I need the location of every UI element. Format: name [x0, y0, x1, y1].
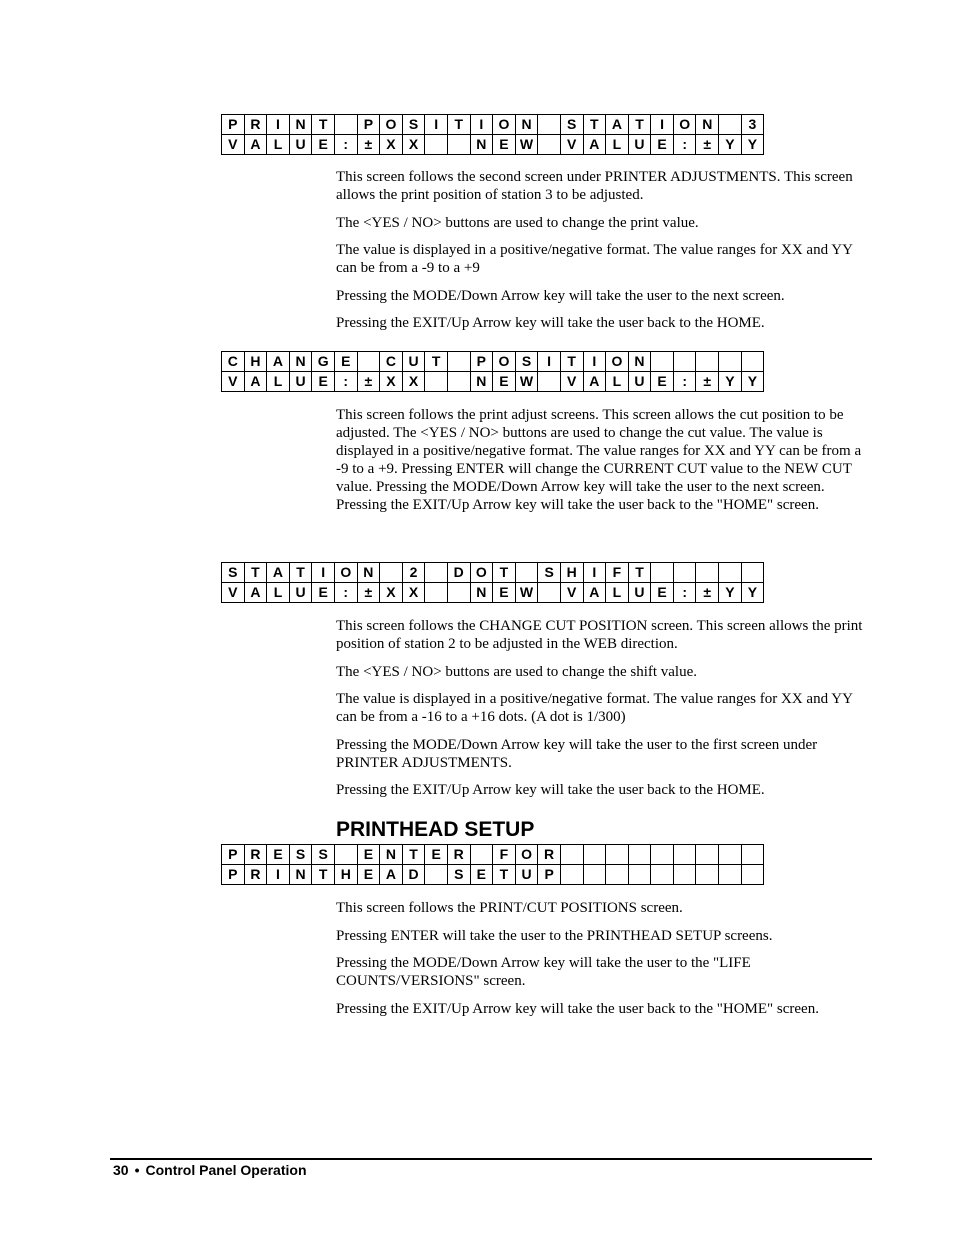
lcd-cell	[425, 583, 448, 603]
lcd-cell: R	[244, 115, 267, 135]
description-print-position	[336, 168, 870, 342]
lcd-cell: E	[470, 865, 493, 885]
lcd-cell: I	[583, 352, 606, 372]
lcd-cell: A	[583, 135, 606, 155]
lcd-cell	[447, 135, 470, 155]
lcd-cell: N	[380, 845, 403, 865]
lcd-cell	[334, 845, 357, 865]
lcd-cell: T	[628, 115, 651, 135]
lcd-cell	[673, 563, 696, 583]
lcd-cell	[470, 845, 493, 865]
lcd-row-1	[222, 115, 764, 135]
lcd-cell: V	[222, 583, 245, 603]
lcd-cell	[538, 115, 561, 135]
lcd-cell: L	[606, 135, 629, 155]
lcd-cell: H	[244, 352, 267, 372]
lcd-cell	[696, 845, 719, 865]
paragraph: The <YES / NO> buttons are used to change the shift value.	[336, 663, 698, 680]
lcd-cell: A	[244, 583, 267, 603]
lcd-cell: P	[222, 845, 245, 865]
lcd-cell: T	[493, 865, 516, 885]
lcd-cell: ±	[696, 135, 719, 155]
page-number: 30	[113, 1162, 129, 1178]
lcd-cell	[447, 372, 470, 392]
page-footer	[113, 1162, 307, 1178]
lcd-cell: R	[447, 845, 470, 865]
lcd-cell: A	[267, 352, 290, 372]
lcd-cell: T	[493, 563, 516, 583]
lcd-cell	[538, 135, 561, 155]
lcd-cell	[651, 865, 674, 885]
lcd-cell	[606, 845, 629, 865]
lcd-cell	[741, 845, 764, 865]
lcd-cell: N	[470, 372, 493, 392]
lcd-cell	[606, 865, 629, 885]
lcd-cell: T	[244, 563, 267, 583]
lcd-cell: X	[380, 583, 403, 603]
lcd-cell	[696, 865, 719, 885]
footer-separator: •	[134, 1162, 140, 1178]
lcd-cell: S	[447, 865, 470, 885]
lcd-cell: O	[673, 115, 696, 135]
lcd-cell	[425, 135, 448, 155]
lcd-cell: U	[628, 583, 651, 603]
paragraph: Pressing the EXIT/Up Arrow key will take the user back to the HOME.	[336, 782, 765, 798]
lcd-cell: O	[606, 352, 629, 372]
lcd-cell: :	[673, 135, 696, 155]
lcd-cell: N	[515, 115, 538, 135]
lcd-cell: O	[515, 845, 538, 865]
lcd-cell: U	[628, 135, 651, 155]
lcd-cell	[741, 352, 764, 372]
lcd-cell: N	[470, 583, 493, 603]
description-printhead-setup	[336, 899, 870, 1027]
lcd-cell: I	[538, 352, 561, 372]
lcd-cell	[538, 372, 561, 392]
lcd-cell: S	[222, 563, 245, 583]
lcd-cell: E	[357, 845, 380, 865]
lcd-cell: V	[222, 135, 245, 155]
lcd-cell	[719, 845, 742, 865]
lcd-cell	[357, 352, 380, 372]
paragraph: Pressing the EXIT/Up Arrow key will take the user back to the "HOME" screen.	[336, 1000, 819, 1017]
lcd-cell: T	[560, 352, 583, 372]
lcd-cell: X	[402, 583, 425, 603]
lcd-cell	[651, 845, 674, 865]
paragraph: The value is displayed in a positive/negative format. The value ranges for XX and YY can be from a -9 to a +9	[336, 242, 853, 276]
lcd-cell: Y	[719, 135, 742, 155]
lcd-cell	[719, 865, 742, 885]
description-station-2-dot-shift	[336, 617, 870, 809]
lcd-cell: ±	[357, 583, 380, 603]
lcd-cell: A	[380, 865, 403, 885]
lcd-row-2	[222, 865, 764, 885]
lcd-cell: V	[560, 372, 583, 392]
lcd-cell: :	[673, 372, 696, 392]
lcd-cell: O	[493, 115, 516, 135]
lcd-cell: T	[425, 352, 448, 372]
lcd-cell	[651, 352, 674, 372]
lcd-cell	[628, 865, 651, 885]
lcd-cell	[447, 352, 470, 372]
lcd-cell: :	[334, 135, 357, 155]
lcd-cell: ±	[357, 372, 380, 392]
lcd-cell: N	[696, 115, 719, 135]
lcd-cell	[447, 583, 470, 603]
lcd-cell: P	[357, 115, 380, 135]
lcd-cell: U	[289, 135, 312, 155]
lcd-cell: ±	[357, 135, 380, 155]
lcd-cell: N	[289, 115, 312, 135]
paragraph: The value is displayed in a positive/negative format. The value ranges for XX and YY can be from a -16 to a +16 dots. (A dot is 1/300)	[336, 691, 853, 725]
lcd-cell: E	[425, 845, 448, 865]
section-heading-printhead-setup: PRINTHEAD SETUP	[336, 818, 535, 841]
lcd-cell: V	[560, 135, 583, 155]
lcd-cell	[425, 563, 448, 583]
lcd-cell: T	[289, 563, 312, 583]
lcd-cell: S	[289, 845, 312, 865]
paragraph: Pressing the MODE/Down Arrow key will take the user to the "LIFE COUNTS/VERSIONS" screen.	[336, 955, 751, 989]
lcd-cell: W	[515, 583, 538, 603]
lcd-display-press-enter	[221, 844, 764, 885]
lcd-row-1	[222, 352, 764, 372]
lcd-cell: E	[334, 352, 357, 372]
lcd-cell: T	[312, 115, 335, 135]
lcd-row-1	[222, 845, 764, 865]
lcd-cell: Y	[741, 135, 764, 155]
lcd-cell: I	[312, 563, 335, 583]
paragraph: This screen follows the print adjust screens. This screen allows the cut position to be adjusted. The <YES / NO> buttons are used to change the cut value. The value is displayed in a positive/negative format. The value ranges for XX and YY can be from a -9 to a +9. Pressing ENTER will change the CURRENT CUT value to the NEW CUT value. Pressing the MODE/Down Arrow key will take the user to the next screen. Pressing the EXIT/Up Arrow key will take the user back to the "HOME" screen.	[336, 407, 862, 513]
lcd-cell: R	[538, 845, 561, 865]
lcd-cell: S	[538, 563, 561, 583]
lcd-display-change-cut-position	[221, 351, 764, 392]
lcd-cell: U	[515, 865, 538, 885]
paragraph: Pressing the MODE/Down Arrow key will take the user to the first screen under PRINTER ADJUSTMENTS.	[336, 736, 818, 771]
lcd-cell: E	[493, 372, 516, 392]
lcd-cell	[628, 845, 651, 865]
lcd-cell: V	[560, 583, 583, 603]
lcd-cell: U	[289, 583, 312, 603]
lcd-cell: F	[493, 845, 516, 865]
lcd-cell: X	[402, 135, 425, 155]
lcd-cell: U	[289, 372, 312, 392]
lcd-cell: T	[312, 865, 335, 885]
lcd-cell: E	[651, 583, 674, 603]
lcd-cell	[380, 563, 403, 583]
lcd-cell: T	[402, 845, 425, 865]
paragraph: This screen follows the PRINT/CUT POSITIONS screen.	[336, 900, 683, 916]
lcd-cell	[425, 372, 448, 392]
lcd-cell: 3	[741, 115, 764, 135]
lcd-cell: G	[312, 352, 335, 372]
lcd-cell: L	[606, 583, 629, 603]
lcd-cell: C	[380, 352, 403, 372]
lcd-cell: E	[357, 865, 380, 885]
lcd-cell: O	[334, 563, 357, 583]
lcd-cell: :	[334, 372, 357, 392]
lcd-cell: E	[651, 372, 674, 392]
lcd-cell: N	[289, 352, 312, 372]
lcd-cell	[673, 845, 696, 865]
lcd-cell: L	[267, 583, 290, 603]
lcd-cell: A	[267, 563, 290, 583]
description-change-cut-position	[336, 406, 870, 524]
lcd-cell	[425, 865, 448, 885]
lcd-cell: E	[267, 845, 290, 865]
lcd-cell	[719, 563, 742, 583]
lcd-cell: N	[628, 352, 651, 372]
lcd-cell	[515, 563, 538, 583]
lcd-cell: X	[402, 372, 425, 392]
lcd-cell: A	[583, 372, 606, 392]
paragraph: Pressing the EXIT/Up Arrow key will take the user back to the HOME.	[336, 315, 765, 331]
lcd-cell	[719, 352, 742, 372]
lcd-cell	[741, 865, 764, 885]
lcd-display-station-2-dot-shift	[221, 562, 764, 603]
lcd-row-2	[222, 372, 764, 392]
lcd-cell: S	[560, 115, 583, 135]
lcd-cell: D	[447, 563, 470, 583]
lcd-cell	[673, 865, 696, 885]
lcd-cell: E	[312, 135, 335, 155]
lcd-cell: T	[447, 115, 470, 135]
lcd-cell	[741, 563, 764, 583]
lcd-cell: A	[606, 115, 629, 135]
lcd-cell: P	[222, 865, 245, 885]
lcd-cell: A	[583, 583, 606, 603]
lcd-cell: C	[222, 352, 245, 372]
lcd-cell	[560, 865, 583, 885]
lcd-cell: T	[583, 115, 606, 135]
lcd-cell: E	[312, 372, 335, 392]
paragraph: Pressing the MODE/Down Arrow key will take the user to the next screen.	[336, 287, 785, 304]
lcd-cell: S	[312, 845, 335, 865]
lcd-cell: R	[244, 845, 267, 865]
lcd-row-2	[222, 583, 764, 603]
lcd-cell: E	[493, 583, 516, 603]
lcd-cell: O	[470, 563, 493, 583]
lcd-cell: P	[470, 352, 493, 372]
footer-rule	[110, 1158, 872, 1160]
lcd-cell: X	[380, 135, 403, 155]
lcd-cell: N	[289, 865, 312, 885]
lcd-cell: I	[425, 115, 448, 135]
lcd-cell: I	[267, 865, 290, 885]
lcd-cell	[719, 115, 742, 135]
lcd-cell: R	[244, 865, 267, 885]
lcd-cell: U	[402, 352, 425, 372]
lcd-cell: W	[515, 372, 538, 392]
lcd-cell: :	[673, 583, 696, 603]
lcd-cell: I	[651, 115, 674, 135]
lcd-cell: N	[470, 135, 493, 155]
lcd-cell: L	[267, 372, 290, 392]
lcd-cell: S	[402, 115, 425, 135]
lcd-cell: ±	[696, 583, 719, 603]
lcd-cell: I	[583, 563, 606, 583]
paragraph: This screen follows the second screen under PRINTER ADJUSTMENTS. This screen allows the print position of station 3 to be adjusted.	[336, 169, 853, 203]
lcd-cell: I	[470, 115, 493, 135]
lcd-cell: A	[244, 135, 267, 155]
lcd-cell: T	[628, 563, 651, 583]
lcd-display-print-position	[221, 114, 764, 155]
lcd-cell: V	[222, 372, 245, 392]
lcd-cell: D	[402, 865, 425, 885]
lcd-cell: O	[380, 115, 403, 135]
lcd-cell: N	[357, 563, 380, 583]
lcd-cell	[651, 563, 674, 583]
lcd-cell: E	[493, 135, 516, 155]
lcd-cell: F	[606, 563, 629, 583]
lcd-cell	[583, 865, 606, 885]
lcd-cell: E	[312, 583, 335, 603]
paragraph: The <YES / NO> buttons are used to change the print value.	[336, 214, 699, 231]
lcd-cell: O	[493, 352, 516, 372]
lcd-cell: P	[222, 115, 245, 135]
paragraph: Pressing ENTER will take the user to the PRINTHEAD SETUP screens.	[336, 927, 773, 944]
lcd-cell: W	[515, 135, 538, 155]
lcd-cell	[583, 845, 606, 865]
lcd-cell	[560, 845, 583, 865]
lcd-cell	[696, 563, 719, 583]
lcd-row-2	[222, 135, 764, 155]
lcd-cell	[673, 352, 696, 372]
lcd-cell: Y	[719, 372, 742, 392]
lcd-cell: E	[651, 135, 674, 155]
lcd-cell: X	[380, 372, 403, 392]
paragraph: This screen follows the CHANGE CUT POSITION screen. This screen allows the print position of station 2 to be adjusted in the WEB direction.	[336, 618, 863, 652]
lcd-cell: :	[334, 583, 357, 603]
lcd-cell	[538, 583, 561, 603]
lcd-cell: Y	[741, 372, 764, 392]
lcd-cell: Y	[741, 583, 764, 603]
lcd-cell: Y	[719, 583, 742, 603]
lcd-cell: P	[538, 865, 561, 885]
lcd-cell: 2	[402, 563, 425, 583]
lcd-cell: A	[244, 372, 267, 392]
lcd-cell	[334, 115, 357, 135]
lcd-cell	[696, 352, 719, 372]
lcd-cell: ±	[696, 372, 719, 392]
lcd-cell: L	[267, 135, 290, 155]
lcd-cell: I	[267, 115, 290, 135]
lcd-cell: L	[606, 372, 629, 392]
lcd-cell: S	[515, 352, 538, 372]
lcd-row-1	[222, 563, 764, 583]
lcd-cell: H	[334, 865, 357, 885]
lcd-cell: U	[628, 372, 651, 392]
lcd-cell: H	[560, 563, 583, 583]
footer-title: Control Panel Operation	[145, 1162, 307, 1178]
